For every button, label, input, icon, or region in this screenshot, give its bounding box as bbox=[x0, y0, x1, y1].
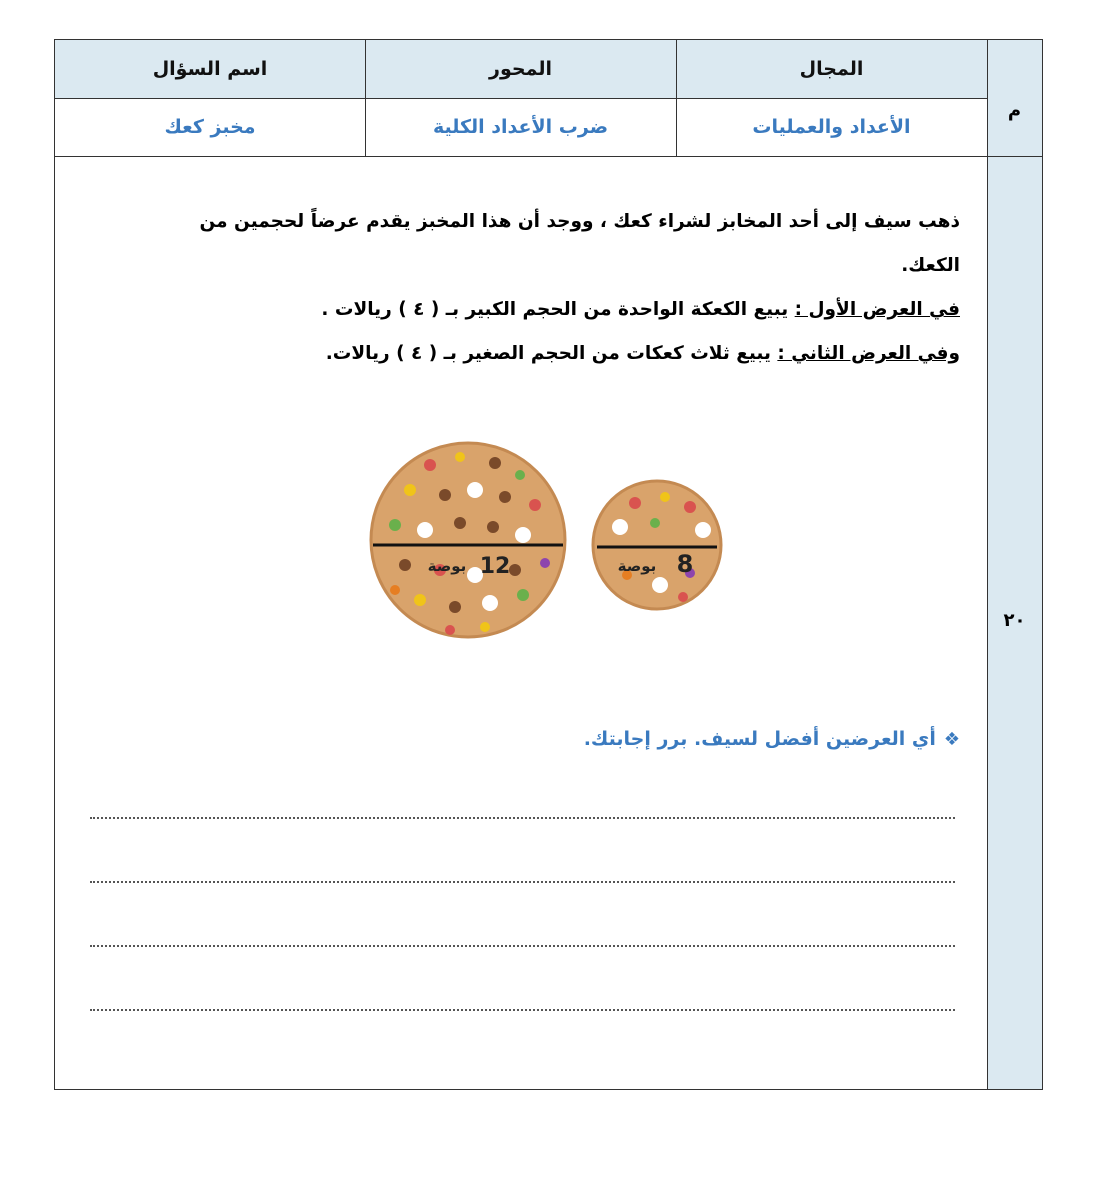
offer-1-text: يبيع الكعكة الواحدة من الحجم الكبير بـ ( ٤ ) ريالات . bbox=[321, 299, 795, 320]
offer-2-text: يبيع ثلاث كعكات من الحجم الصغير بـ ( ٤ ) ريالات. bbox=[325, 343, 778, 364]
intro-line: ذهب سيف إلى أحد المخابز لشراء كعك ، ووجد أن هذا المخبز يقدم عرضاً لحجمين من bbox=[199, 211, 960, 232]
question-prompt bbox=[150, 728, 960, 750]
small-cookie-unit: بوصة bbox=[617, 557, 657, 575]
cookies-figure bbox=[365, 435, 735, 650]
answer-line[interactable] bbox=[90, 881, 955, 883]
intro-line: الكعك. bbox=[901, 255, 960, 276]
question-name-value: مخبز كعك bbox=[55, 98, 365, 156]
large-cookie bbox=[371, 443, 565, 637]
answer-line[interactable] bbox=[90, 1009, 955, 1011]
divider bbox=[987, 40, 988, 1089]
domain-value: الأعداد والعمليات bbox=[676, 98, 987, 156]
axis-header: المحور bbox=[365, 40, 676, 98]
small-cookie bbox=[593, 481, 721, 609]
domain-header: المجال bbox=[676, 40, 987, 98]
question-sheet bbox=[54, 39, 1043, 1090]
axis-value: ضرب الأعداد الكلية bbox=[365, 98, 676, 156]
large-cookie-number: 12 bbox=[479, 554, 511, 579]
offer-2-label: وفي العرض الثاني : bbox=[777, 343, 960, 364]
large-cookie-unit: بوصة bbox=[427, 557, 467, 575]
problem-text bbox=[150, 200, 960, 376]
question-number: ٢٠ bbox=[1003, 610, 1026, 631]
divider bbox=[55, 156, 1042, 157]
answer-line[interactable] bbox=[90, 817, 955, 819]
number-column bbox=[987, 40, 1042, 1089]
answer-line[interactable] bbox=[90, 945, 955, 947]
question-name-header: اسم السؤال bbox=[55, 40, 365, 98]
offer-1-label: في العرض الأول : bbox=[794, 299, 960, 320]
diamond-bullet-icon: ❖ bbox=[943, 729, 960, 750]
offer-1 bbox=[150, 288, 960, 332]
divider bbox=[55, 98, 987, 99]
offer-2 bbox=[150, 332, 960, 376]
small-cookie-number: 8 bbox=[676, 550, 694, 578]
question-text: أي العرضين أفضل لسيف. برر إجابتك. bbox=[583, 728, 936, 750]
column-m-label: م bbox=[1007, 100, 1022, 121]
